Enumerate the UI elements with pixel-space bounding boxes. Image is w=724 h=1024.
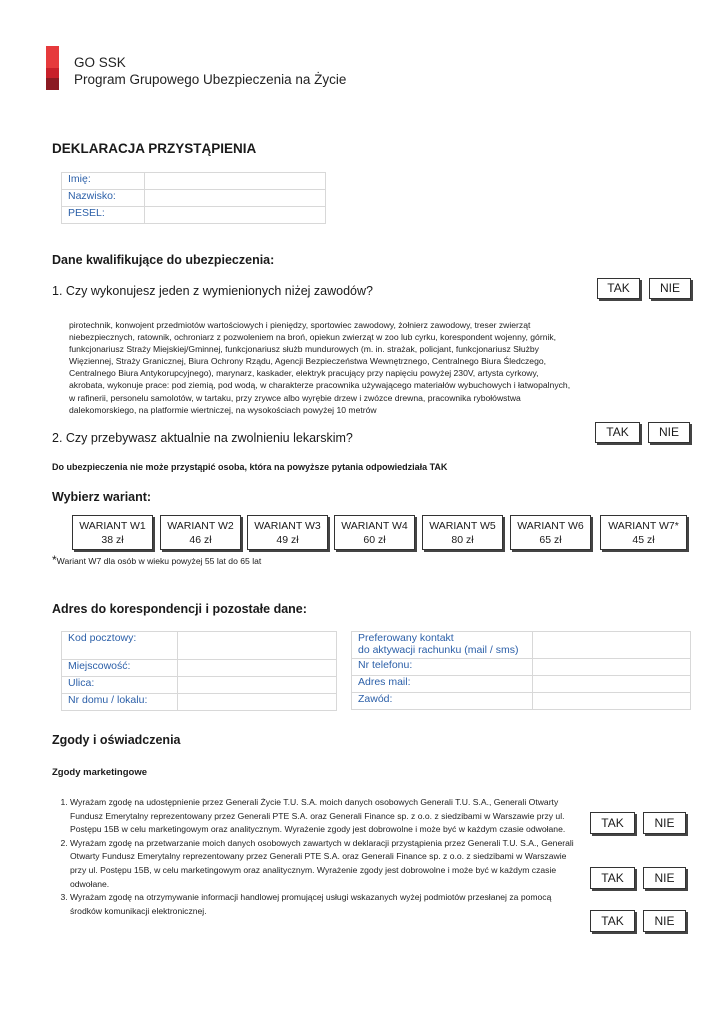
address-form-right — [351, 631, 691, 710]
marketing-consents-subtitle: Zgody marketingowe — [52, 767, 148, 778]
email-label: Adres mail: — [352, 676, 533, 693]
brand-program: Program Grupowego Ubezpieczenia na Życie — [74, 72, 347, 87]
question-1: 1. Czy wykonujesz jeden z wymienionych niżej zawodów? — [52, 284, 373, 298]
variant-footnote — [52, 553, 261, 567]
q1-no-button[interactable]: NIE — [649, 278, 691, 299]
exclusion-note: Do ubezpieczenia nie może przystąpić osoba, która na powyższe pytania odpowiedziała TAK — [52, 462, 448, 472]
consent-3-yes-button[interactable]: TAK — [590, 910, 635, 932]
first-name-label: Imię: — [62, 173, 145, 190]
city-label: Miejscowość: — [62, 660, 178, 677]
variant-price: 80 zł — [451, 534, 474, 546]
variant-name: WARIANT W7* — [608, 520, 679, 532]
occupation-label: Zawód: — [352, 693, 533, 710]
postal-code-label: Kod pocztowy: — [62, 632, 178, 660]
variant-price: 38 zł — [101, 534, 124, 546]
consents-title: Zgody i oświadczenia — [52, 733, 181, 747]
address-title: Adres do korespondencji i pozostałe dane: — [52, 602, 307, 616]
city-field[interactable] — [178, 660, 337, 677]
consent-1-yes-button[interactable]: TAK — [590, 812, 635, 834]
last-name-field[interactable] — [145, 190, 326, 207]
address-form-left — [61, 631, 337, 711]
variant-w4-option[interactable] — [334, 515, 415, 550]
preferred-contact-line-2: do aktywacji rachunku (mail / sms) — [358, 644, 519, 656]
q2-yes-button[interactable]: TAK — [595, 422, 640, 443]
last-name-label: Nazwisko: — [62, 190, 145, 207]
footnote-text: Wariant W7 dla osób w wieku powyżej 55 lat do 65 lat — [56, 556, 262, 566]
postal-code-field[interactable] — [178, 632, 337, 660]
email-field[interactable] — [533, 676, 691, 693]
variant-w3-option[interactable] — [247, 515, 328, 550]
variant-w5-option[interactable] — [422, 515, 503, 550]
pesel-field[interactable] — [145, 207, 326, 224]
street-field[interactable] — [178, 677, 337, 694]
declaration-form — [61, 172, 326, 224]
variant-price: 49 zł — [276, 534, 299, 546]
consent-2-no-button[interactable]: NIE — [643, 867, 686, 889]
variant-name: WARIANT W4 — [341, 520, 408, 532]
consent-list — [56, 796, 576, 918]
preferred-contact-field[interactable] — [533, 632, 691, 659]
occupation-field[interactable] — [533, 693, 691, 710]
variant-w7-option[interactable] — [600, 515, 687, 550]
consent-3-no-button[interactable]: NIE — [643, 910, 686, 932]
house-number-field[interactable] — [178, 694, 337, 711]
phone-label: Nr telefonu: — [352, 659, 533, 676]
variant-name: WARIANT W1 — [79, 520, 146, 532]
brand-name: GO SSK — [74, 55, 126, 70]
logo-bar-bottom — [46, 78, 59, 90]
variant-w2-option[interactable] — [160, 515, 241, 550]
house-number-label: Nr domu / lokalu: — [62, 694, 178, 711]
variant-price: 60 zł — [363, 534, 386, 546]
variant-name: WARIANT W3 — [254, 520, 321, 532]
q1-occupation-list: pirotechnik, konwojent przedmiotów wartościowych i pieniędzy, sportowiec zawodowy, żołnierz zawodowy, treser zwierząt niebezpiecznych, ratownik, ochroniarz z pozwoleniem na broń, opiekun zwierząt w zoo lub cyrku, korespondent wojenny, górnik, funkcjonariusz Straży Miejskiej/Gminnej, funkcjonariusz służb mundurowych (m. in. strażak, policjant, funkcjonariusz Służby Więziennej, Straży Granicznej, Biura Ochrony Rządu, Agencji Bezpieczeństwa Wewnętrznego, Centralnego Biura Śledczego, Centralnego Biura Antykorupcyjnego), marynarz, kaskader, elektryk pracujący przy napięciu powyżej 230V, artysta cyrkowy, akrobata, wykonuje prace: pod ziemią, pod wodą, w charakterze pracownika używającego materiałów wybuchowych i łatwopalnych, w rafinerii, personelu samolotów, w tartaku, przy zrywce albo wyrębie drzew i zwózce drewna, pracownika rybołówstwa dalekomorskiego, na platformie wiertniczej, na wysokościach powyżej 10 metrów — [69, 320, 571, 415]
variant-w6-option[interactable] — [510, 515, 591, 550]
q2-no-button[interactable]: NIE — [648, 422, 690, 443]
variant-price: 45 zł — [632, 534, 655, 546]
variant-name: WARIANT W6 — [517, 520, 584, 532]
variant-name: WARIANT W2 — [167, 520, 234, 532]
declaration-title: DEKLARACJA PRZYSTĄPIENIA — [52, 141, 257, 156]
preferred-contact-label — [352, 632, 533, 659]
variant-name: WARIANT W5 — [429, 520, 496, 532]
variant-w1-option[interactable] — [72, 515, 153, 550]
qualifying-title: Dane kwalifikujące do ubezpieczenia: — [52, 253, 275, 267]
pesel-label: PESEL: — [62, 207, 145, 224]
consent-item-3: 3. Wyrażam zgodę na otrzymywanie informacji handlowej promującej usługi wskazanych wyżej podmiotów przesłanej za pomocą środków komunikacji elektronicznej. — [70, 891, 576, 918]
variant-price: 46 zł — [189, 534, 212, 546]
logo-bar-top — [46, 46, 59, 68]
consent-item-1: 1. Wyrażam zgodę na udostępnienie przez Generali Życie T.U. S.A. moich danych osobowych Generali T.U. S.A., Generali Otwarty Fundusz Emerytalny reprezentowany przez Generali PTE S.A. oraz Generali Finance sp. z o.o. z siedzibami w Warszawie przy ul. Postępu 15B w celu marketingowym oraz analitycznym. Wyrażenie zgody jest dobrowolne i może być w każdym czasie odwołane. — [70, 796, 576, 837]
variants-title: Wybierz wariant: — [52, 490, 152, 504]
variant-price: 65 zł — [539, 534, 562, 546]
street-label: Ulica: — [62, 677, 178, 694]
consent-1-no-button[interactable]: NIE — [643, 812, 686, 834]
first-name-field[interactable] — [145, 173, 326, 190]
footnote-mark: * — [52, 553, 57, 567]
q1-yes-button[interactable]: TAK — [597, 278, 640, 299]
phone-field[interactable] — [533, 659, 691, 676]
question-2: 2. Czy przebywasz aktualnie na zwolnieniu lekarskim? — [52, 431, 353, 445]
consent-2-yes-button[interactable]: TAK — [590, 867, 635, 889]
consent-item-2: 2. Wyrażam zgodę na przetwarzanie moich danych osobowych zawartych w deklaracji przystąpienia przez Generali T.U. S.A., Generali Otwarty Fundusz Emerytalny reprezentowany przez Generali PTE S.A. oraz Generali Finance sp. z o.o. z siedzibami w Warszawie przy ul. Postępu 15B, w celu marketingowym oraz analitycznym. Wyrażenie zgody jest dobrowolne i może być w każdym czasie odwołane. — [70, 837, 576, 891]
logo-bar-middle — [46, 68, 59, 78]
preferred-contact-line-1: Preferowany kontakt — [358, 632, 454, 644]
